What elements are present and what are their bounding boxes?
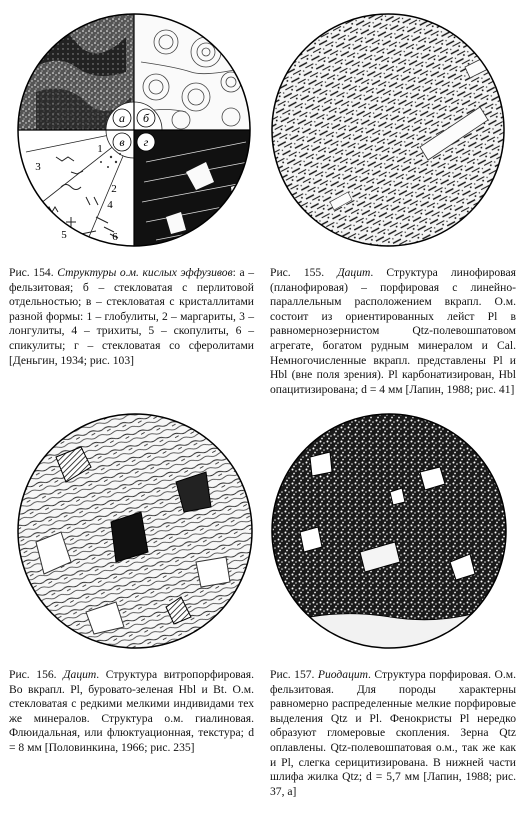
label-a: а	[119, 111, 125, 125]
caption-156-body: . Структура витропорфировая. Во вкрапл. Pl, буровато-зеленая Hbl и Bt. О.м. стекловатая с редкими мелкими индивидами тех же минералов. Структура о.м. гиалиновая. Флюидальная, или флюктуационная, текстура; d = 8 мм [Половинкина, 1966; рис. 235]	[9, 668, 254, 754]
caption-157-number: Рис. 157.	[270, 668, 315, 681]
caption-157-title: Риодацит	[317, 668, 369, 681]
sector-label-3: 3	[35, 161, 41, 173]
sector-label-1: 1	[97, 143, 103, 155]
caption-155-title: Дацит	[337, 266, 371, 279]
label-b: б	[142, 111, 150, 125]
caption-155-number: Рис. 155.	[270, 266, 325, 279]
caption-154-number: Рис. 154.	[9, 266, 54, 279]
label-g: г	[143, 135, 149, 149]
caption-155	[270, 266, 516, 397]
figure-156	[16, 412, 254, 650]
sector-label-4: 4	[107, 199, 113, 211]
label-v: в	[119, 135, 125, 149]
figure-157-drawing	[270, 412, 508, 650]
sector-label-6: 6	[112, 231, 118, 243]
caption-154-title: Структуры о.м. кислых эффузивов	[57, 266, 233, 279]
caption-156-title: Дацит	[63, 668, 97, 681]
caption-156	[9, 668, 254, 756]
figure-154	[16, 12, 252, 248]
caption-154	[9, 266, 254, 368]
caption-157-body: . Структура порфировая. О.м. фельзитовая. Для породы характерны равномерно распределенные мелкие порфировые выделения Qtz и Pl. Фенокристы Pl нередко образуют гломеровые скопления. Зерна Qtz оплавлены. Qtz-полевошпатовая о.м., так же как и Pl, слегка серицитизирована. В нижней части шлифа жилка Qtz; d = 5,7 мм [Лапин, 1988; рис. 37, а]	[270, 668, 516, 798]
sector-label-5: 5	[61, 229, 67, 241]
figure-157	[270, 412, 508, 650]
caption-156-number: Рис. 156.	[9, 668, 57, 681]
caption-157	[270, 668, 516, 799]
figure-156-drawing	[16, 412, 254, 650]
figure-155	[270, 12, 506, 248]
caption-154-body: : а – фельзитовая; б – стекловатая с перлитовой отдельностью; в – стекловатая с кристаллитами разной формы: 1 – глобулиты, 2 – маргариты, 3 – лонгулиты, 4 – трихиты, 5 – скопулиты, 6 – спикулиты; г – стекловатая со сферолитами [Деньгин, 1934; рис. 103]	[9, 266, 254, 367]
caption-155-body: . Структура линофировая (планофировая) – порфировая с линейно-параллельным расположением вкрапл. О.м. состоит из ориентированных лейст Pl в равномернозернистом Qtz-полевошпатовом агрегате, богатом рудным минералом и Cal. Немногочисленные вкрапл. представлены Pl и Hbl (вне поля зрения). Pl карбонатизирован, Hbl опацитизирована; d = 4 мм [Лапин, 1988; рис. 41]	[270, 266, 516, 396]
figure-154-drawing	[16, 12, 252, 248]
sector-label-2: 2	[111, 183, 117, 195]
figure-155-drawing	[270, 12, 506, 248]
